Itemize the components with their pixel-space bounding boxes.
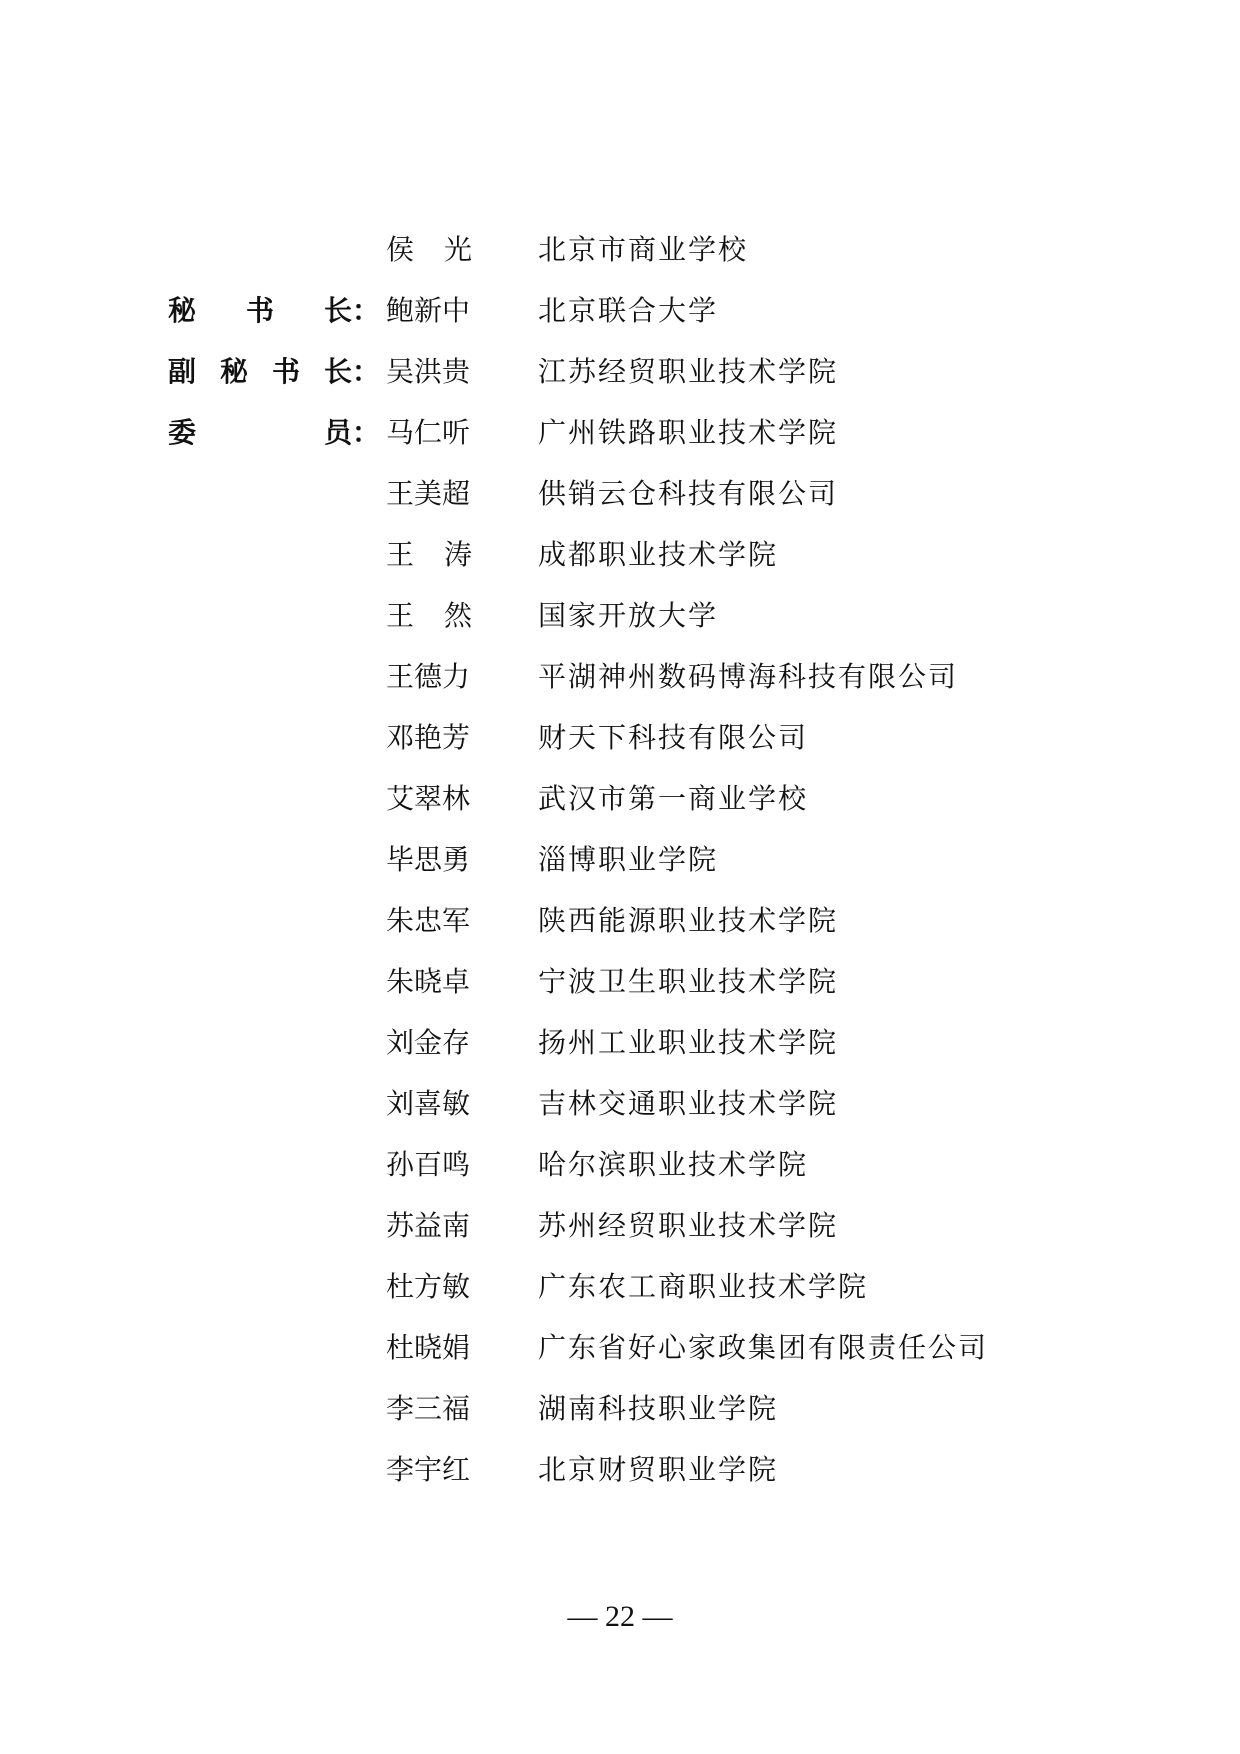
member-organization: 广东农工商职业技术学院 xyxy=(538,1270,869,1303)
member-organization: 北京财贸职业学院 xyxy=(538,1453,779,1486)
member-organization: 武汉市第一商业学校 xyxy=(538,782,809,815)
name-char: 然 xyxy=(444,599,473,632)
role-char: 长： xyxy=(324,294,381,327)
name-char: 王 xyxy=(386,538,415,571)
member-name: 邓艳芳 xyxy=(386,721,471,754)
roster-row xyxy=(0,775,1240,825)
roster-row xyxy=(0,897,1240,947)
member-organization: 北京市商业学校 xyxy=(538,233,749,266)
roster-row-deputy-secretary-general xyxy=(0,348,1240,398)
roster-row xyxy=(0,470,1240,520)
member-name: 李宇红 xyxy=(386,1453,471,1486)
role-char: 书 xyxy=(246,294,275,327)
role-char: 长： xyxy=(324,355,381,388)
member-name: 杜晓娟 xyxy=(386,1331,471,1364)
roster-row xyxy=(0,1141,1240,1191)
member-name: 朱忠军 xyxy=(386,904,471,937)
roster-row xyxy=(0,1080,1240,1130)
member-organization: 吉林交通职业技术学院 xyxy=(538,1087,839,1120)
member-name: 鲍新中 xyxy=(386,294,471,327)
name-char: 王 xyxy=(386,599,415,632)
role-char: 委 xyxy=(168,416,197,449)
role-char: 副 xyxy=(168,355,197,388)
member-organization: 宁波卫生职业技术学院 xyxy=(538,965,839,998)
roster-row xyxy=(0,714,1240,764)
member-name: 刘金存 xyxy=(386,1026,471,1059)
member-name: 王美超 xyxy=(386,477,471,510)
roster-row-members xyxy=(0,409,1240,459)
role-char: 书 xyxy=(272,355,301,388)
member-organization: 成都职业技术学院 xyxy=(538,538,779,571)
member-organization: 江苏经贸职业技术学院 xyxy=(538,355,839,388)
roster-row xyxy=(0,1263,1240,1313)
roster-row xyxy=(0,1324,1240,1374)
member-organization: 湖南科技职业学院 xyxy=(538,1392,779,1425)
roster-row xyxy=(0,1202,1240,1252)
member-organization: 哈尔滨职业技术学院 xyxy=(538,1148,809,1181)
member-organization: 淄博职业学院 xyxy=(538,843,719,876)
member-organization: 广东省好心家政集团有限责任公司 xyxy=(538,1331,989,1364)
role-char: 秘 xyxy=(168,294,197,327)
member-name: 孙百鸣 xyxy=(386,1148,471,1181)
member-name: 毕思勇 xyxy=(386,843,471,876)
roster-row xyxy=(0,653,1240,703)
name-char: 涛 xyxy=(444,538,473,571)
member-name: 李三福 xyxy=(386,1392,471,1425)
name-char: 光 xyxy=(444,233,473,266)
member-name: 朱晓卓 xyxy=(386,965,471,998)
page-number: — 22 — xyxy=(567,1600,673,1633)
member-organization: 财天下科技有限公司 xyxy=(538,721,809,754)
member-organization: 苏州经贸职业技术学院 xyxy=(538,1209,839,1242)
roster-row-secretary-general xyxy=(0,287,1240,337)
member-organization: 陕西能源职业技术学院 xyxy=(538,904,839,937)
name-char: 侯 xyxy=(386,233,415,266)
member-organization: 北京联合大学 xyxy=(538,294,719,327)
member-organization: 平湖神州数码博海科技有限公司 xyxy=(538,660,959,693)
role-char: 秘 xyxy=(220,355,249,388)
member-name: 马仁听 xyxy=(386,416,471,449)
member-organization: 国家开放大学 xyxy=(538,599,719,632)
member-name: 艾翠林 xyxy=(386,782,471,815)
member-organization: 供销云仓科技有限公司 xyxy=(538,477,839,510)
member-organization: 扬州工业职业技术学院 xyxy=(538,1026,839,1059)
member-name: 苏益南 xyxy=(386,1209,471,1242)
roster-row xyxy=(0,1446,1240,1496)
role-char: 员： xyxy=(324,416,381,449)
roster-row xyxy=(0,958,1240,1008)
roster-row xyxy=(0,1019,1240,1069)
roster-row xyxy=(0,592,1240,642)
member-name: 刘喜敏 xyxy=(386,1087,471,1120)
roster-row xyxy=(0,836,1240,886)
member-name: 吴洪贵 xyxy=(386,355,471,388)
roster-row xyxy=(0,531,1240,581)
member-name: 王德力 xyxy=(386,660,471,693)
member-name: 杜方敏 xyxy=(386,1270,471,1303)
member-organization: 广州铁路职业技术学院 xyxy=(538,416,839,449)
roster-row xyxy=(0,226,1240,276)
roster-row xyxy=(0,1385,1240,1435)
